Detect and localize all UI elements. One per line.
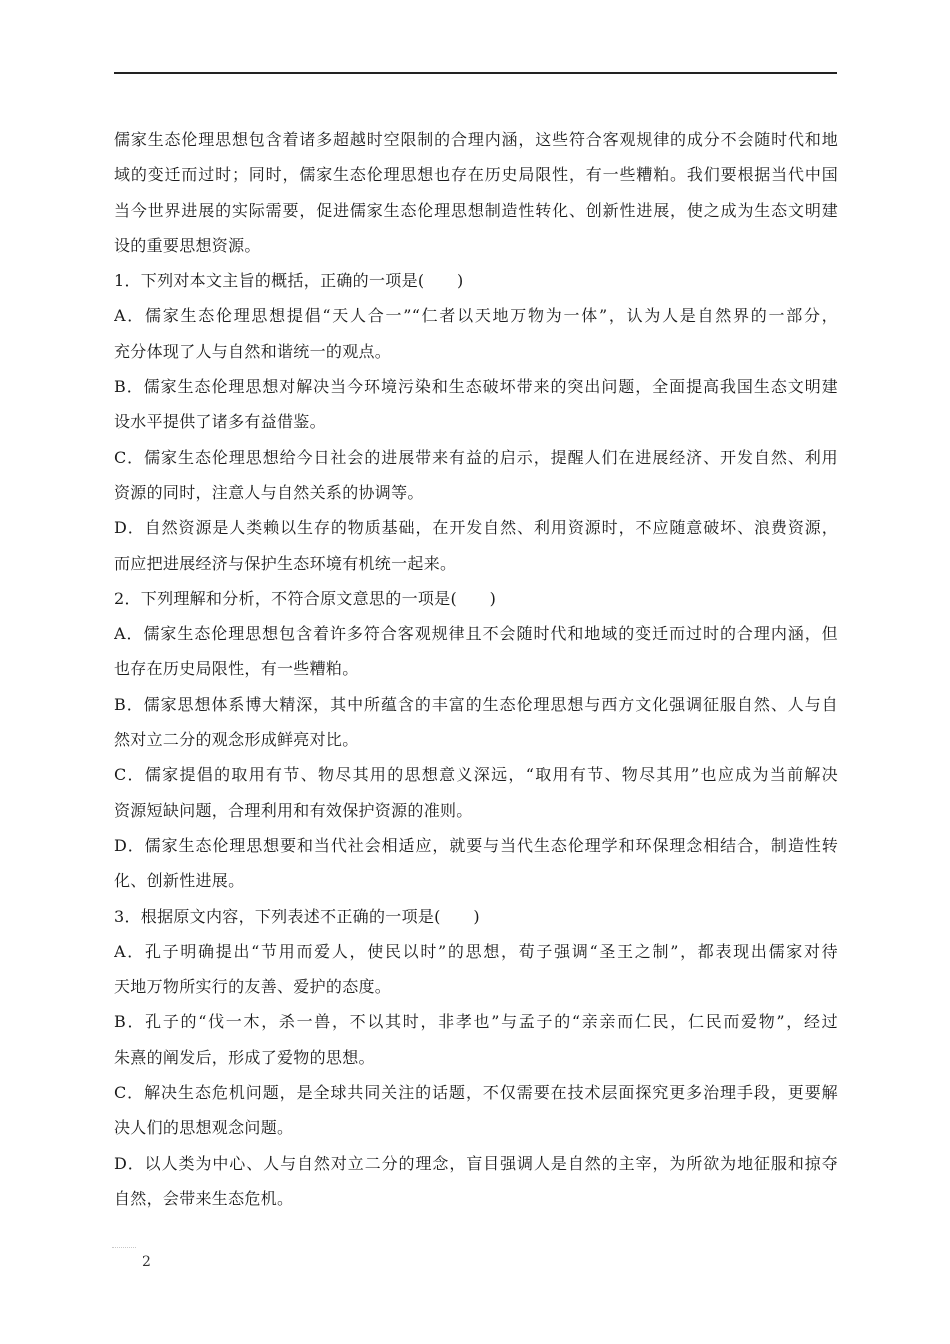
- text-line: 资源的同时，注意人与自然关系的协调等。: [114, 482, 424, 502]
- text-line: D．儒家生态伦理思想要和当代社会相适应，就要与当代生态伦理学和环保理念相结合，制造性转: [114, 835, 838, 855]
- text-line: 也存在历史局限性，有一些糟粕。: [114, 659, 359, 679]
- text-line: 2．下列理解和分析，不符合原文意思的一项是( ): [114, 588, 497, 608]
- header-rule: [114, 72, 837, 74]
- text-line: A．孔子明确提出“节用而爱人，使民以时”的思想，荀子强调“圣王之制”，都表现出儒家对待: [114, 941, 838, 961]
- text-line: 自然，会带来生态危机。: [114, 1188, 294, 1208]
- footer-mark: [112, 1247, 136, 1254]
- text-line: 而应把进展经济与保护生态环境有机统一起来。: [114, 553, 457, 573]
- text-line: 设的重要思想资源。: [114, 235, 261, 255]
- text-line: C．儒家生态伦理思想给今日社会的进展带来有益的启示，提醒人们在进展经济、开发自然、利用: [114, 447, 838, 467]
- text-line: C．儒家提倡的取用有节、物尽其用的思想意义深远，“取用有节、物尽其用”也应成为当前解决: [114, 765, 838, 785]
- text-line: D．自然资源是人类赖以生存的物质基础，在开发自然、利用资源时，不应随意破坏、浪费资源，: [114, 518, 838, 538]
- text-line: 决人们的思想观念问题。: [114, 1118, 294, 1138]
- text-line: 天地万物所实行的友善、爱护的态度。: [114, 977, 392, 997]
- text-line: B．儒家生态伦理思想对解决当今环境污染和生态破坏带来的突出问题，全面提高我国生态文明建: [114, 377, 838, 397]
- text-line: 3．根据原文内容，下列表述不正确的一项是( ): [114, 906, 480, 926]
- page-number: 2: [142, 1254, 151, 1270]
- text-line: 化、创新性进展。: [114, 871, 245, 891]
- text-line: 儒家生态伦理思想包含着诸多超越时空限制的合理内涵，这些符合客观规律的成分不会随时代和地: [114, 130, 838, 149]
- text-line: 充分体现了人与自然和谐统一的观点。: [114, 341, 392, 361]
- text-line: 当今世界进展的实际需要，促进儒家生态伦理思想制造性转化、创新性进展，使之成为生态文明建: [114, 200, 838, 220]
- text-line: 朱熹的阐发后，形成了爱物的思想。: [114, 1047, 375, 1067]
- text-line: B．孔子的“伐一木，杀一兽，不以其时，非孝也”与孟子的“亲亲而仁民，仁民而爱物”，经过: [114, 1012, 838, 1032]
- text-line: B．儒家思想体系博大精深，其中所蕴含的丰富的生态伦理思想与西方文化强调征服自然、人与自: [114, 694, 838, 714]
- text-line: D．以人类为中心、人与自然对立二分的理念，盲目强调人是自然的主宰，为所欲为地征服和掠夺: [114, 1153, 838, 1173]
- text-line: 域的变迁而过时；同时，儒家生态伦理思想也存在历史局限性，有一些糟粕。我们要根据当代中国: [114, 165, 838, 185]
- text-line: A．儒家生态伦理思想提倡“天人合一”“仁者以天地万物为一体”，认为人是自然界的一部分，: [114, 306, 838, 326]
- text-line: 1．下列对本文主旨的概括，正确的一项是( ): [114, 271, 464, 291]
- document-body: [114, 122, 838, 1216]
- text-line: 然对立二分的观念形成鲜亮对比。: [114, 730, 359, 750]
- text-line: 设水平提供了诸多有益借鉴。: [114, 412, 326, 432]
- text-line: 资源短缺问题，合理利用和有效保护资源的准则。: [114, 800, 473, 820]
- text-line: C．解决生态危机问题，是全球共同关注的话题，不仅需要在技术层面探究更多治理手段，更要解: [114, 1083, 838, 1103]
- text-line: A．儒家生态伦理思想包含着许多符合客观规律且不会随时代和地域的变迁而过时的合理内涵，但: [114, 624, 838, 644]
